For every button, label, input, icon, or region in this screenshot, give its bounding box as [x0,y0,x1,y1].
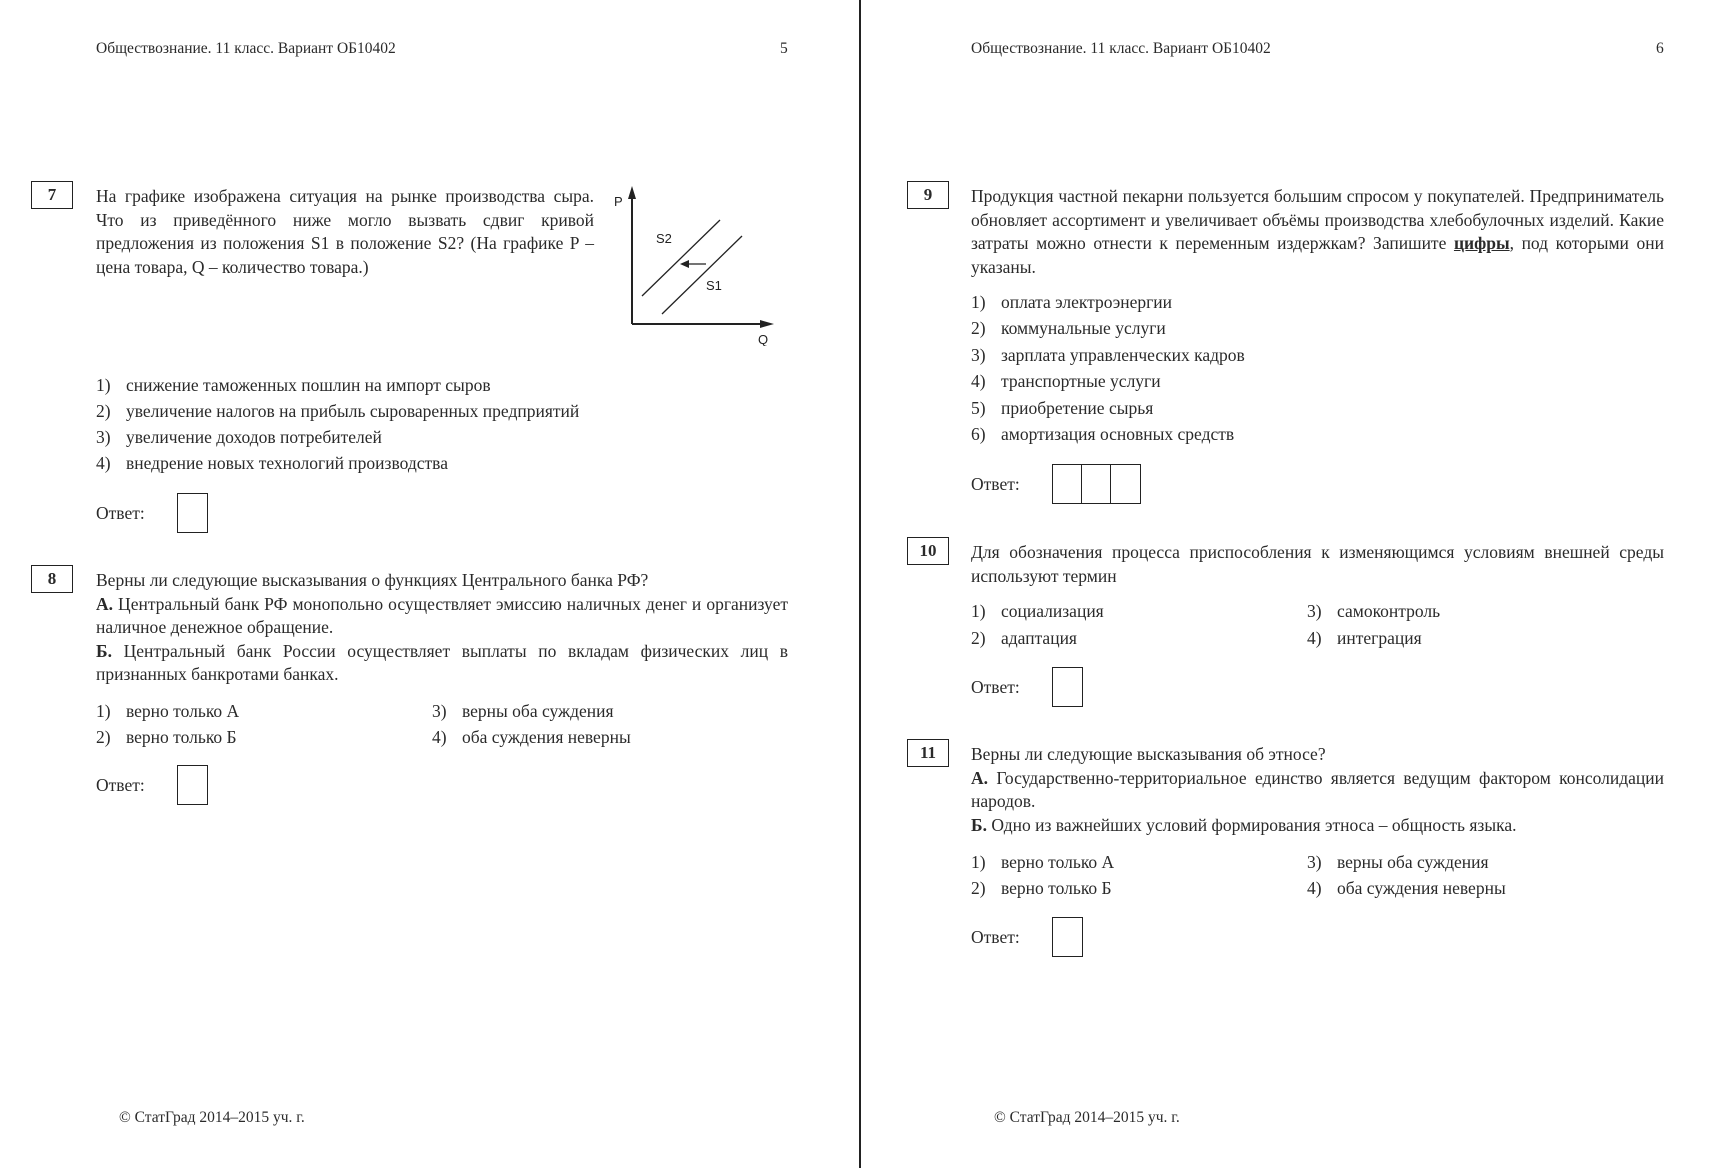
q9-option-3 [971,344,1245,366]
question-9-number: 9 [907,181,949,209]
q9-option-1 [971,291,1172,313]
q9-option-6 [971,423,1234,445]
option-number: 3) [971,345,986,365]
option-text: верны оба суждения [462,701,614,721]
question-11-statement-b [971,814,1664,838]
option-text: адаптация [1001,628,1077,648]
option-text: верны оба суждения [1337,852,1489,872]
option-number: 1) [971,852,986,872]
graph-curve-s1 [662,236,742,314]
option-text: приобретение сырья [1001,398,1154,418]
option-text: самоконтроль [1337,601,1441,621]
q11-option-2 [971,877,1112,899]
option-text: верно только А [126,701,240,721]
graph-s2-label: S2 [656,231,672,246]
q10-option-3 [1307,600,1440,622]
question-8-text [96,569,788,687]
option-number: 3) [1307,852,1322,872]
option-text: снижение таможенных пошлин на импорт сыров [126,375,491,395]
option-text: транспортные услуги [1001,371,1161,391]
option-number: 2) [971,318,986,338]
q9-option-4 [971,370,1161,392]
option-text: верно только Б [1001,878,1112,898]
option-text: социализация [1001,601,1104,621]
statement-b-text: Одно из важнейших условий формирования этноса – общность языка. [986,814,1517,835]
option-text: верно только Б [126,727,237,747]
option-number: 4) [96,453,111,473]
left-header-title: Обществознание. 11 класс. Вариант ОБ10402 [96,40,396,57]
question-9-stem [971,185,1664,279]
option-text: верно только А [1001,852,1115,872]
q11-option-4 [1307,877,1506,899]
q9-text-bold: цифры [1453,233,1510,253]
question-11-intro: Верны ли следующие высказывания об этносе? [971,744,1326,764]
option-text: увеличение доходов потребителей [126,427,382,447]
statement-b-text: Центральный банк России осуществляет выплаты по вкладам физических лиц в признанных банкротами банках. [96,640,788,684]
q7-answer-box[interactable] [177,493,208,533]
option-number: 2) [96,401,111,421]
graph-y-arrow [628,186,636,199]
question-8-number: 8 [31,565,73,593]
q11-option-1 [971,851,1114,873]
option-number: 4) [1307,878,1322,898]
option-number: 1) [971,601,986,621]
graph-s1-label: S1 [706,278,722,293]
q7-option-1 [96,374,491,396]
q10-option-2 [971,627,1077,649]
q9-option-2 [971,317,1166,339]
q7-option-4 [96,452,448,474]
statement-a-text: Центральный банк РФ монопольно осуществляет эмиссию наличных денег и организует наличное денежное обращение. [96,593,788,637]
right-header-title: Обществознание. 11 класс. Вариант ОБ10402 [971,40,1271,57]
q8-option-2 [96,726,237,748]
q7-answer-label: Ответ: [96,503,145,523]
q9-text-before: Продукция частной пекарни пользуется большим спросом у покупателей. Предприниматель обновляет ассортимент и увеличивает объёмы производства хлебобулочных изделий. Какие затраты можно отнести к переменным издержкам? Запишите [971,186,1664,253]
statement-b-label: Б. [971,814,987,835]
q9-answer-box-3[interactable] [1110,464,1141,504]
question-11-text [971,743,1664,837]
q8-option-1 [96,700,239,722]
question-9-text [971,185,1664,279]
q10-answer-label: Ответ: [971,677,1020,697]
q7-option-2 [96,400,579,422]
option-number: 1) [971,292,986,312]
statement-a-label: А. [96,593,114,614]
q10-option-4 [1307,627,1422,649]
option-number: 1) [96,701,111,721]
option-text: оплата электроэнергии [1001,292,1173,312]
option-text: оба суждения неверны [1337,878,1506,898]
question-7-text [96,185,594,279]
statement-a-text: Государственно-территориальное единство является ведущим фактором консолидации народов. [971,767,1664,811]
question-8-intro: Верны ли следующие высказывания о функциях Центрального банка РФ? [96,570,649,590]
question-11-statement-a [971,767,1664,814]
q8-option-4 [432,726,631,748]
q11-answer-box[interactable] [1052,917,1083,957]
q7-option-3 [96,426,382,448]
option-number: 3) [1307,601,1322,621]
option-text: интеграция [1337,628,1422,648]
graph-y-label: P [614,194,623,209]
option-text: увеличение налогов на прибыль сыроваренных предприятий [126,401,580,421]
page-divider [859,0,861,1168]
supply-shift-graph [608,186,778,346]
question-11-number: 11 [907,739,949,767]
option-number: 1) [96,375,111,395]
question-8-statement-b [96,640,788,687]
option-number: 2) [96,727,111,747]
q8-option-3 [432,700,614,722]
option-number: 2) [971,878,986,898]
question-7-stem: На графике изображена ситуация на рынке производства сыра. Что из приведённого ниже могло вызвать сдвиг кривой предложения из положения S1 в положение S2? (На графике P – цена товара, Q – количество товара.) [96,186,594,277]
graph-x-label: Q [758,332,769,346]
q10-answer-box[interactable] [1052,667,1083,707]
question-10-number: 10 [907,537,949,565]
option-text: внедрение новых технологий производства [126,453,448,473]
option-number: 4) [971,371,986,391]
option-number: 3) [432,701,447,721]
option-number: 6) [971,424,986,444]
q9-answer-label: Ответ: [971,474,1020,494]
question-10-text [971,541,1664,588]
option-number: 3) [96,427,111,447]
statement-b-label: Б. [96,640,112,661]
left-footer: © СтатГрад 2014–2015 уч. г. [119,1109,305,1126]
q9-text-after: , под которыми они указаны. [971,233,1664,277]
option-number: 4) [1307,628,1322,648]
left-page-number: 5 [780,40,788,57]
option-text: оба суждения неверны [462,727,631,747]
q10-option-1 [971,600,1104,622]
q8-answer-box[interactable] [177,765,208,805]
question-10-stem: Для обозначения процесса приспособления к изменяющимся условиям внешней среды используют термин [971,542,1664,586]
q11-option-3 [1307,851,1489,873]
option-number: 4) [432,727,447,747]
question-8-statement-a [96,593,788,640]
option-number: 2) [971,628,986,648]
graph-shift-arrowhead [680,260,689,268]
option-number: 5) [971,398,986,418]
graph-x-arrow [760,320,774,328]
question-7-number: 7 [31,181,73,209]
q9-option-5 [971,397,1153,419]
q9-answer-box-2[interactable] [1081,464,1112,504]
q9-answer-box-1[interactable] [1052,464,1083,504]
option-text: зарплата управленческих кадров [1001,345,1245,365]
q8-answer-label: Ответ: [96,775,145,795]
option-text: амортизация основных средств [1001,424,1235,444]
right-footer: © СтатГрад 2014–2015 уч. г. [994,1109,1180,1126]
statement-a-label: А. [971,767,989,788]
option-text: коммунальные услуги [1001,318,1166,338]
q11-answer-label: Ответ: [971,927,1020,947]
right-page-number: 6 [1656,40,1664,57]
